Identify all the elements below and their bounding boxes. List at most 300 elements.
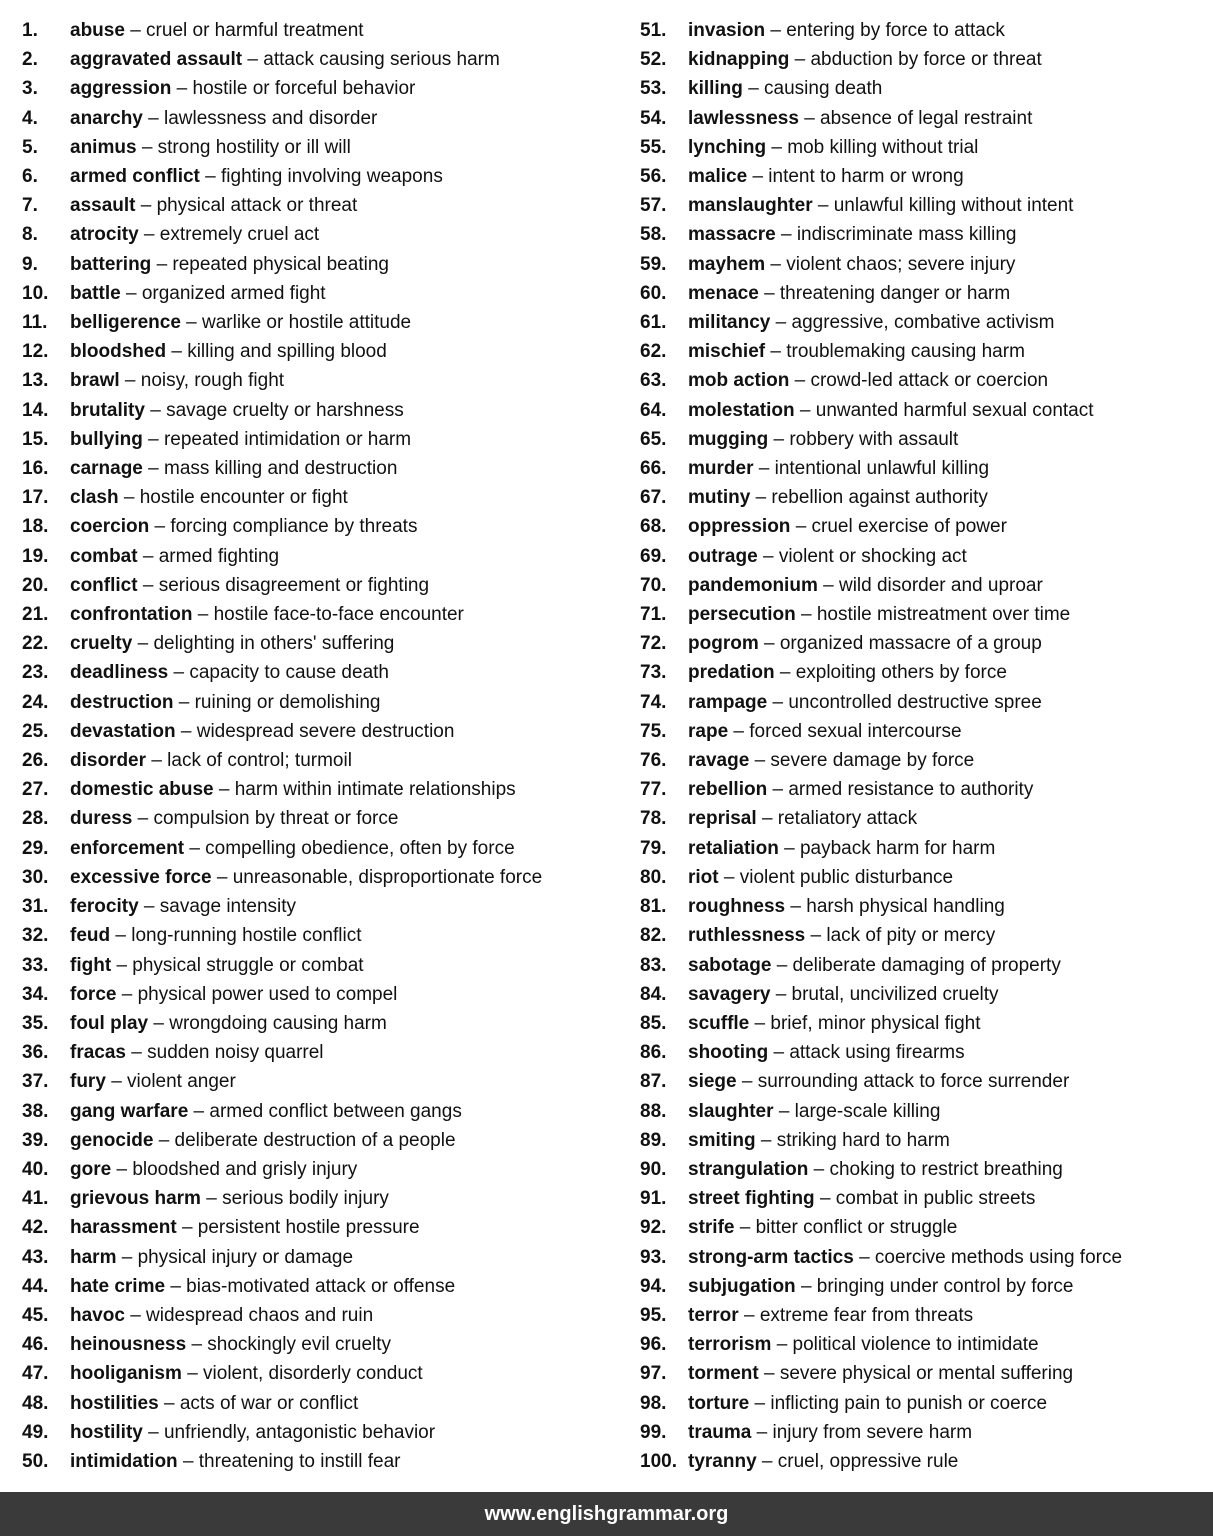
item-term: brutality <box>70 399 145 421</box>
list-item <box>22 425 613 454</box>
item-term: abuse <box>70 20 125 41</box>
item-number: 98. <box>640 1392 667 1414</box>
item-text <box>688 1243 1213 1272</box>
list-item <box>22 1301 613 1330</box>
item-term: strife <box>688 1217 735 1239</box>
item-definition: – repeated intimidation or harm <box>148 428 412 450</box>
item-definition: – unlawful killing without intent <box>817 195 1074 217</box>
list-item <box>22 337 613 366</box>
item-definition: – attack using firearms <box>773 1042 965 1064</box>
item-number: 32. <box>22 925 49 947</box>
list-item <box>22 220 613 249</box>
item-term: mugging <box>688 428 769 450</box>
list-item <box>22 951 613 980</box>
item-definition: – deliberate destruction of a people <box>158 1129 456 1151</box>
item-text <box>70 45 613 74</box>
list-item <box>22 1447 613 1476</box>
item-definition: – physical power used to compel <box>121 983 398 1005</box>
item-text <box>688 16 1213 45</box>
item-text <box>70 1184 613 1213</box>
item-term: coercion <box>70 516 150 538</box>
item-text <box>688 1272 1213 1301</box>
list-item <box>22 308 613 337</box>
item-text <box>688 600 1213 629</box>
item-text <box>688 425 1213 454</box>
list-item <box>22 74 613 103</box>
item-definition: – hostile face-to-face encounter <box>197 604 464 626</box>
list-item <box>22 1184 613 1213</box>
item-text <box>70 1097 613 1126</box>
item-term: tyranny <box>688 1450 757 1472</box>
item-definition: – unfriendly, antagonistic behavior <box>148 1421 436 1443</box>
item-definition: – delighting in others' suffering <box>137 633 395 655</box>
item-definition: – wrongdoing causing harm <box>153 1012 387 1034</box>
item-term: ferocity <box>70 896 139 918</box>
item-number: 50. <box>22 1450 49 1472</box>
item-number: 59. <box>640 253 667 275</box>
item-term: strangulation <box>688 1158 809 1180</box>
item-term: domestic abuse <box>70 779 214 801</box>
item-definition: – payback harm for harm <box>784 837 996 859</box>
item-number: 21. <box>22 604 49 626</box>
item-number: 99. <box>640 1421 667 1443</box>
item-definition: – deliberate damaging of property <box>776 954 1061 976</box>
item-term: predation <box>688 662 775 684</box>
item-number: 49. <box>22 1421 49 1443</box>
item-term: terror <box>688 1304 739 1326</box>
list-item <box>640 717 1213 746</box>
item-term: mutiny <box>688 487 751 509</box>
item-definition: – retaliatory attack <box>761 808 918 830</box>
item-number: 12. <box>22 341 49 363</box>
item-term: kidnapping <box>688 49 790 71</box>
item-definition: – serious bodily injury <box>206 1188 389 1210</box>
item-number: 82. <box>640 925 667 947</box>
list-item <box>640 1126 1213 1155</box>
item-text <box>70 980 613 1009</box>
item-definition: – compulsion by threat or force <box>137 808 399 830</box>
footer-website-link[interactable]: www.englishgrammar.org <box>484 1502 729 1525</box>
item-text <box>70 1301 613 1330</box>
item-text <box>688 191 1213 220</box>
list-item <box>640 1038 1213 1067</box>
item-number: 25. <box>22 720 49 742</box>
item-term: molestation <box>688 399 795 421</box>
item-term: pandemonium <box>688 574 818 596</box>
item-definition: – physical struggle or combat <box>116 954 364 976</box>
list-item <box>640 658 1213 687</box>
item-term: battering <box>70 253 152 275</box>
item-definition: – physical injury or damage <box>121 1246 354 1268</box>
item-number: 2. <box>22 49 38 71</box>
item-definition: – rebellion against authority <box>755 487 988 509</box>
item-term: rampage <box>688 691 768 713</box>
item-term: manslaughter <box>688 195 813 217</box>
item-number: 41. <box>22 1188 49 1210</box>
item-definition: – lack of control; turmoil <box>151 750 352 772</box>
item-definition: – armed fighting <box>142 545 280 567</box>
item-text <box>70 951 613 980</box>
item-number: 89. <box>640 1129 667 1151</box>
item-number: 29. <box>22 837 49 859</box>
item-term: militancy <box>688 312 771 334</box>
item-text <box>688 980 1213 1009</box>
item-text <box>70 542 613 571</box>
item-text <box>688 688 1213 717</box>
item-text <box>688 45 1213 74</box>
list-item <box>640 191 1213 220</box>
item-term: subjugation <box>688 1275 796 1297</box>
list-item <box>640 1243 1213 1272</box>
item-number: 90. <box>640 1158 667 1180</box>
item-definition: – choking to restrict breathing <box>813 1158 1063 1180</box>
item-definition: – crowd-led attack or coercion <box>794 370 1049 392</box>
item-definition: – causing death <box>748 78 883 100</box>
item-text <box>688 1009 1213 1038</box>
item-number: 6. <box>22 166 38 188</box>
item-number: 19. <box>22 545 49 567</box>
list-item <box>640 688 1213 717</box>
item-text <box>70 600 613 629</box>
list-item <box>640 629 1213 658</box>
item-number: 9. <box>22 253 38 275</box>
item-term: aggression <box>70 78 172 100</box>
item-term: lawlessness <box>688 107 799 129</box>
item-text <box>70 308 613 337</box>
item-text <box>688 804 1213 833</box>
item-text <box>688 220 1213 249</box>
list-item <box>22 483 613 512</box>
item-text <box>70 1126 613 1155</box>
item-text <box>688 717 1213 746</box>
item-term: roughness <box>688 896 786 918</box>
item-term: harassment <box>70 1217 177 1239</box>
item-definition: – armed resistance to authority <box>772 779 1034 801</box>
item-text <box>70 746 613 775</box>
item-text <box>688 104 1213 133</box>
list-item <box>640 1272 1213 1301</box>
list-item <box>640 1418 1213 1447</box>
item-definition: – hostile encounter or fight <box>123 487 348 509</box>
item-text <box>70 1418 613 1447</box>
item-text <box>688 571 1213 600</box>
item-number: 95. <box>640 1304 667 1326</box>
item-definition: – hostile mistreatment over time <box>800 604 1071 626</box>
list-item <box>640 746 1213 775</box>
item-number: 54. <box>640 107 667 129</box>
item-text <box>70 1447 613 1476</box>
item-term: disorder <box>70 750 147 772</box>
list-item <box>640 104 1213 133</box>
item-definition: – persistent hostile pressure <box>181 1217 420 1239</box>
item-number: 38. <box>22 1100 49 1122</box>
item-number: 66. <box>640 458 667 480</box>
item-term: rebellion <box>688 779 768 801</box>
item-term: foul play <box>70 1012 149 1034</box>
list-item <box>22 1389 613 1418</box>
item-number: 81. <box>640 896 667 918</box>
item-text <box>688 921 1213 950</box>
item-definition: – physical attack or threat <box>140 195 358 217</box>
item-term: intimidation <box>70 1450 178 1472</box>
item-term: trauma <box>688 1421 752 1443</box>
footer <box>0 1492 1213 1536</box>
item-number: 52. <box>640 49 667 71</box>
item-text <box>688 483 1213 512</box>
item-number: 67. <box>640 487 667 509</box>
list-item <box>22 1067 613 1096</box>
list-item <box>640 45 1213 74</box>
item-definition: – aggressive, combative activism <box>775 312 1055 334</box>
item-number: 78. <box>640 808 667 830</box>
item-number: 61. <box>640 312 667 334</box>
list-item <box>640 804 1213 833</box>
item-definition: – cruel, oppressive rule <box>761 1450 959 1472</box>
item-definition: – intentional unlawful killing <box>758 458 990 480</box>
item-text <box>688 162 1213 191</box>
item-definition: – surrounding attack to force surrender <box>741 1071 1070 1093</box>
item-number: 86. <box>640 1042 667 1064</box>
item-number: 75. <box>640 720 667 742</box>
item-number: 76. <box>640 750 667 772</box>
item-number: 80. <box>640 866 667 888</box>
list-item <box>22 512 613 541</box>
item-term: mob action <box>688 370 790 392</box>
item-definition: – violent public disturbance <box>723 866 954 888</box>
item-number: 51. <box>640 20 667 41</box>
item-text <box>688 1213 1213 1242</box>
item-text <box>688 1097 1213 1126</box>
item-definition: – exploiting others by force <box>779 662 1007 684</box>
item-definition: – striking hard to harm <box>760 1129 950 1151</box>
item-term: terrorism <box>688 1334 772 1356</box>
item-number: 83. <box>640 954 667 976</box>
item-term: duress <box>70 808 133 830</box>
item-term: combat <box>70 545 138 567</box>
item-definition: – severe physical or mental suffering <box>764 1363 1074 1385</box>
item-term: invasion <box>688 20 766 41</box>
list-item <box>640 133 1213 162</box>
item-definition: – combat in public streets <box>819 1188 1036 1210</box>
list-item <box>22 542 613 571</box>
item-number: 60. <box>640 282 667 304</box>
item-term: clash <box>70 487 119 509</box>
item-number: 56. <box>640 166 667 188</box>
item-text <box>70 396 613 425</box>
item-term: havoc <box>70 1304 125 1326</box>
item-number: 35. <box>22 1012 49 1034</box>
item-definition: – intent to harm or wrong <box>752 166 964 188</box>
item-text <box>70 454 613 483</box>
item-definition: – violent anger <box>111 1071 236 1093</box>
item-definition: – warlike or hostile attitude <box>186 312 412 334</box>
item-term: persecution <box>688 604 796 626</box>
list-item <box>22 45 613 74</box>
item-definition: – mass killing and destruction <box>148 458 398 480</box>
item-term: genocide <box>70 1129 154 1151</box>
item-term: massacre <box>688 224 776 246</box>
list-item <box>22 104 613 133</box>
item-term: reprisal <box>688 808 757 830</box>
item-term: force <box>70 983 117 1005</box>
item-number: 7. <box>22 195 38 217</box>
item-number: 4. <box>22 107 38 129</box>
list-item <box>640 1097 1213 1126</box>
list-item <box>22 1213 613 1242</box>
item-term: killing <box>688 78 743 100</box>
item-number: 79. <box>640 837 667 859</box>
list-item <box>640 1155 1213 1184</box>
item-number: 91. <box>640 1188 667 1210</box>
item-term: slaughter <box>688 1100 774 1122</box>
item-term: belligerence <box>70 312 181 334</box>
item-number: 39. <box>22 1129 49 1151</box>
list-item <box>640 16 1213 45</box>
list-item <box>22 250 613 279</box>
item-term: hooliganism <box>70 1363 182 1385</box>
item-number: 46. <box>22 1334 49 1356</box>
item-definition: – forced sexual intercourse <box>733 720 962 742</box>
item-term: fight <box>70 954 112 976</box>
item-definition: – cruel or harmful treatment <box>130 20 364 41</box>
item-number: 36. <box>22 1042 49 1064</box>
list-item <box>640 279 1213 308</box>
item-number: 22. <box>22 633 49 655</box>
item-term: brawl <box>70 370 120 392</box>
item-number: 100. <box>640 1450 677 1472</box>
item-term: gore <box>70 1158 112 1180</box>
item-number: 53. <box>640 78 667 100</box>
list-item <box>640 366 1213 395</box>
item-text <box>688 337 1213 366</box>
list-item <box>22 746 613 775</box>
list-item <box>640 396 1213 425</box>
item-number: 16. <box>22 458 49 480</box>
item-term: heinousness <box>70 1334 187 1356</box>
item-text <box>70 1213 613 1242</box>
item-text <box>688 1389 1213 1418</box>
item-text <box>70 337 613 366</box>
item-definition: – armed conflict between gangs <box>193 1100 462 1122</box>
item-definition: – serious disagreement or fighting <box>142 574 430 596</box>
item-definition: – injury from severe harm <box>756 1421 973 1443</box>
list-item <box>640 542 1213 571</box>
list-item <box>22 454 613 483</box>
item-definition: – organized armed fight <box>125 282 326 304</box>
list-item <box>22 571 613 600</box>
item-term: street fighting <box>688 1188 815 1210</box>
item-number: 58. <box>640 224 667 246</box>
item-text <box>70 425 613 454</box>
item-term: atrocity <box>70 224 139 246</box>
list-item <box>22 688 613 717</box>
item-term: torment <box>688 1363 759 1385</box>
item-number: 1. <box>22 20 38 41</box>
item-definition: – harm within intimate relationships <box>218 779 516 801</box>
item-term: confrontation <box>70 604 193 626</box>
item-term: bullying <box>70 428 143 450</box>
item-term: ruthlessness <box>688 925 806 947</box>
item-number: 24. <box>22 691 49 713</box>
item-text <box>70 834 613 863</box>
item-definition: – sudden noisy quarrel <box>131 1042 324 1064</box>
list-item <box>22 600 613 629</box>
list-item <box>22 16 613 45</box>
item-text <box>70 162 613 191</box>
item-term: deadliness <box>70 662 169 684</box>
item-term: destruction <box>70 691 174 713</box>
list-item <box>640 1184 1213 1213</box>
item-number: 28. <box>22 808 49 830</box>
item-definition: – bias-motivated attack or offense <box>170 1275 456 1297</box>
item-definition: – shockingly evil cruelty <box>191 1334 392 1356</box>
item-term: murder <box>688 458 754 480</box>
item-text <box>70 191 613 220</box>
item-text <box>688 1301 1213 1330</box>
list-item <box>640 454 1213 483</box>
list-item <box>22 1418 613 1447</box>
item-definition: – inflicting pain to punish or coerce <box>754 1392 1048 1414</box>
list-item <box>640 1009 1213 1038</box>
item-definition: – killing and spilling blood <box>171 341 387 363</box>
item-text <box>70 279 613 308</box>
item-number: 65. <box>640 428 667 450</box>
item-term: rape <box>688 720 729 742</box>
item-term: harm <box>70 1246 117 1268</box>
item-text <box>70 133 613 162</box>
item-text <box>688 1067 1213 1096</box>
item-number: 44. <box>22 1275 49 1297</box>
item-number: 71. <box>640 604 667 626</box>
item-number: 33. <box>22 954 49 976</box>
item-term: enforcement <box>70 837 185 859</box>
item-text <box>70 16 613 45</box>
item-term: strong-arm tactics <box>688 1246 854 1268</box>
item-text <box>70 629 613 658</box>
list-item <box>640 863 1213 892</box>
list-item <box>22 658 613 687</box>
item-number: 3. <box>22 78 38 100</box>
item-number: 45. <box>22 1304 49 1326</box>
item-term: outrage <box>688 545 758 567</box>
item-term: sabotage <box>688 954 772 976</box>
item-definition: – cruel exercise of power <box>795 516 1007 538</box>
item-term: excessive force <box>70 866 212 888</box>
item-term: armed conflict <box>70 166 200 188</box>
item-definition: – hostile or forceful behavior <box>176 78 416 100</box>
item-number: 84. <box>640 983 667 1005</box>
item-definition: – coercive methods using force <box>859 1246 1123 1268</box>
item-definition: – absence of legal restraint <box>804 107 1033 129</box>
item-text <box>70 892 613 921</box>
list-item <box>640 892 1213 921</box>
item-definition: – forcing compliance by threats <box>154 516 418 538</box>
list-item <box>640 1389 1213 1418</box>
list-item <box>22 717 613 746</box>
item-number: 97. <box>640 1363 667 1385</box>
item-text <box>70 921 613 950</box>
item-number: 92. <box>640 1217 667 1239</box>
list-item <box>640 1447 1213 1476</box>
list-item <box>22 1038 613 1067</box>
list-item <box>640 162 1213 191</box>
item-term: ravage <box>688 750 750 772</box>
list-item <box>22 1009 613 1038</box>
list-item <box>22 1330 613 1359</box>
item-number: 72. <box>640 633 667 655</box>
item-text <box>70 1038 613 1067</box>
item-definition: – repeated physical beating <box>156 253 389 275</box>
